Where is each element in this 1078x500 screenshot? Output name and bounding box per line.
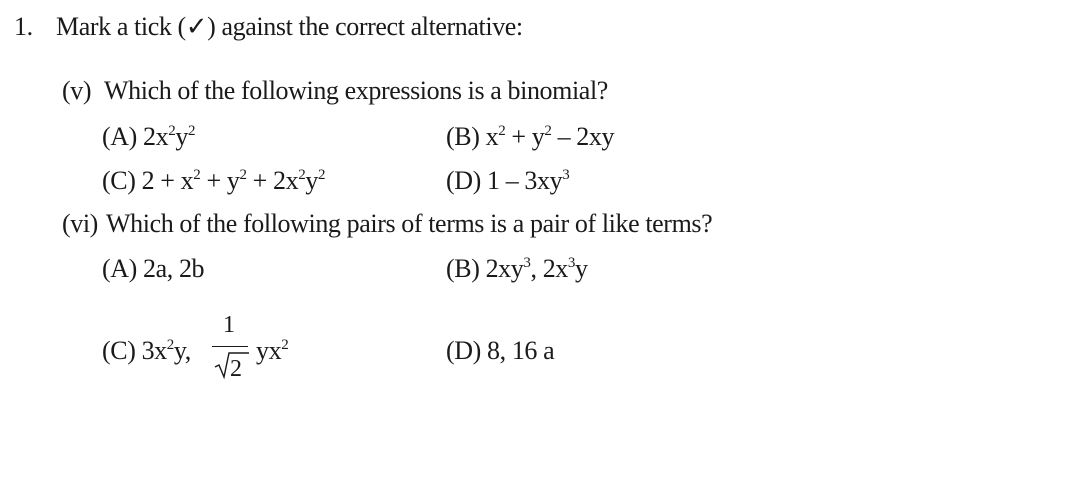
- option-text: $2x^2y^2$: [143, 122, 196, 151]
- question-number: 1.: [14, 12, 33, 41]
- option-label: (B): [446, 122, 480, 151]
- part-vi-option-b[interactable]: [446, 256, 588, 282]
- option-text: 2a, 2b: [143, 254, 205, 283]
- option-label: (B): [446, 254, 480, 283]
- part-v-option-a[interactable]: [102, 124, 195, 150]
- option-text: $2xy^3$, $2x^3y$: [485, 254, 588, 283]
- part-v-label: (v): [62, 76, 92, 105]
- option-text: $x^2 + y^2 - 2xy$: [485, 122, 615, 151]
- part-vi-option-a[interactable]: [102, 256, 204, 282]
- option-text: $2 + x^2 + y^2 + 2x^2y^2$: [141, 166, 326, 195]
- part-v-option-d[interactable]: [446, 168, 569, 194]
- part-vi-option-c[interactable]: [102, 338, 191, 364]
- part-vi-option-d[interactable]: [446, 338, 554, 364]
- svg-text:2: 2: [230, 356, 242, 380]
- sqrt-icon: [214, 350, 250, 380]
- part-v-option-b[interactable]: [446, 124, 614, 150]
- part-vi-label: (vi): [62, 209, 98, 238]
- part-v-question: Which of the following expressions is a binomial?: [104, 76, 608, 105]
- option-text-start: $3x^2y$,: [141, 336, 191, 365]
- fraction-one-over-root-two: [212, 312, 252, 382]
- fraction-denominator: [214, 350, 250, 380]
- option-label: (C): [102, 166, 136, 195]
- option-label: (D): [446, 336, 481, 365]
- option-label: (A): [102, 254, 137, 283]
- question-instruction: Mark a tick (✓) against the correct alternative:: [56, 12, 523, 41]
- option-text: $1 - 3xy^3$: [487, 166, 570, 195]
- fraction-bar: [212, 346, 248, 347]
- part-v-option-c[interactable]: [102, 168, 325, 194]
- option-text: 8, 16 a: [487, 336, 555, 365]
- option-label: (C): [102, 336, 136, 365]
- option-label: (D): [446, 166, 481, 195]
- part-vi-option-c-term: $yx^2$: [256, 336, 289, 365]
- fraction-numerator: 1: [223, 312, 235, 338]
- part-vi-question: Which of the following pairs of terms is a pair of like terms?: [106, 209, 713, 238]
- option-label: (A): [102, 122, 137, 151]
